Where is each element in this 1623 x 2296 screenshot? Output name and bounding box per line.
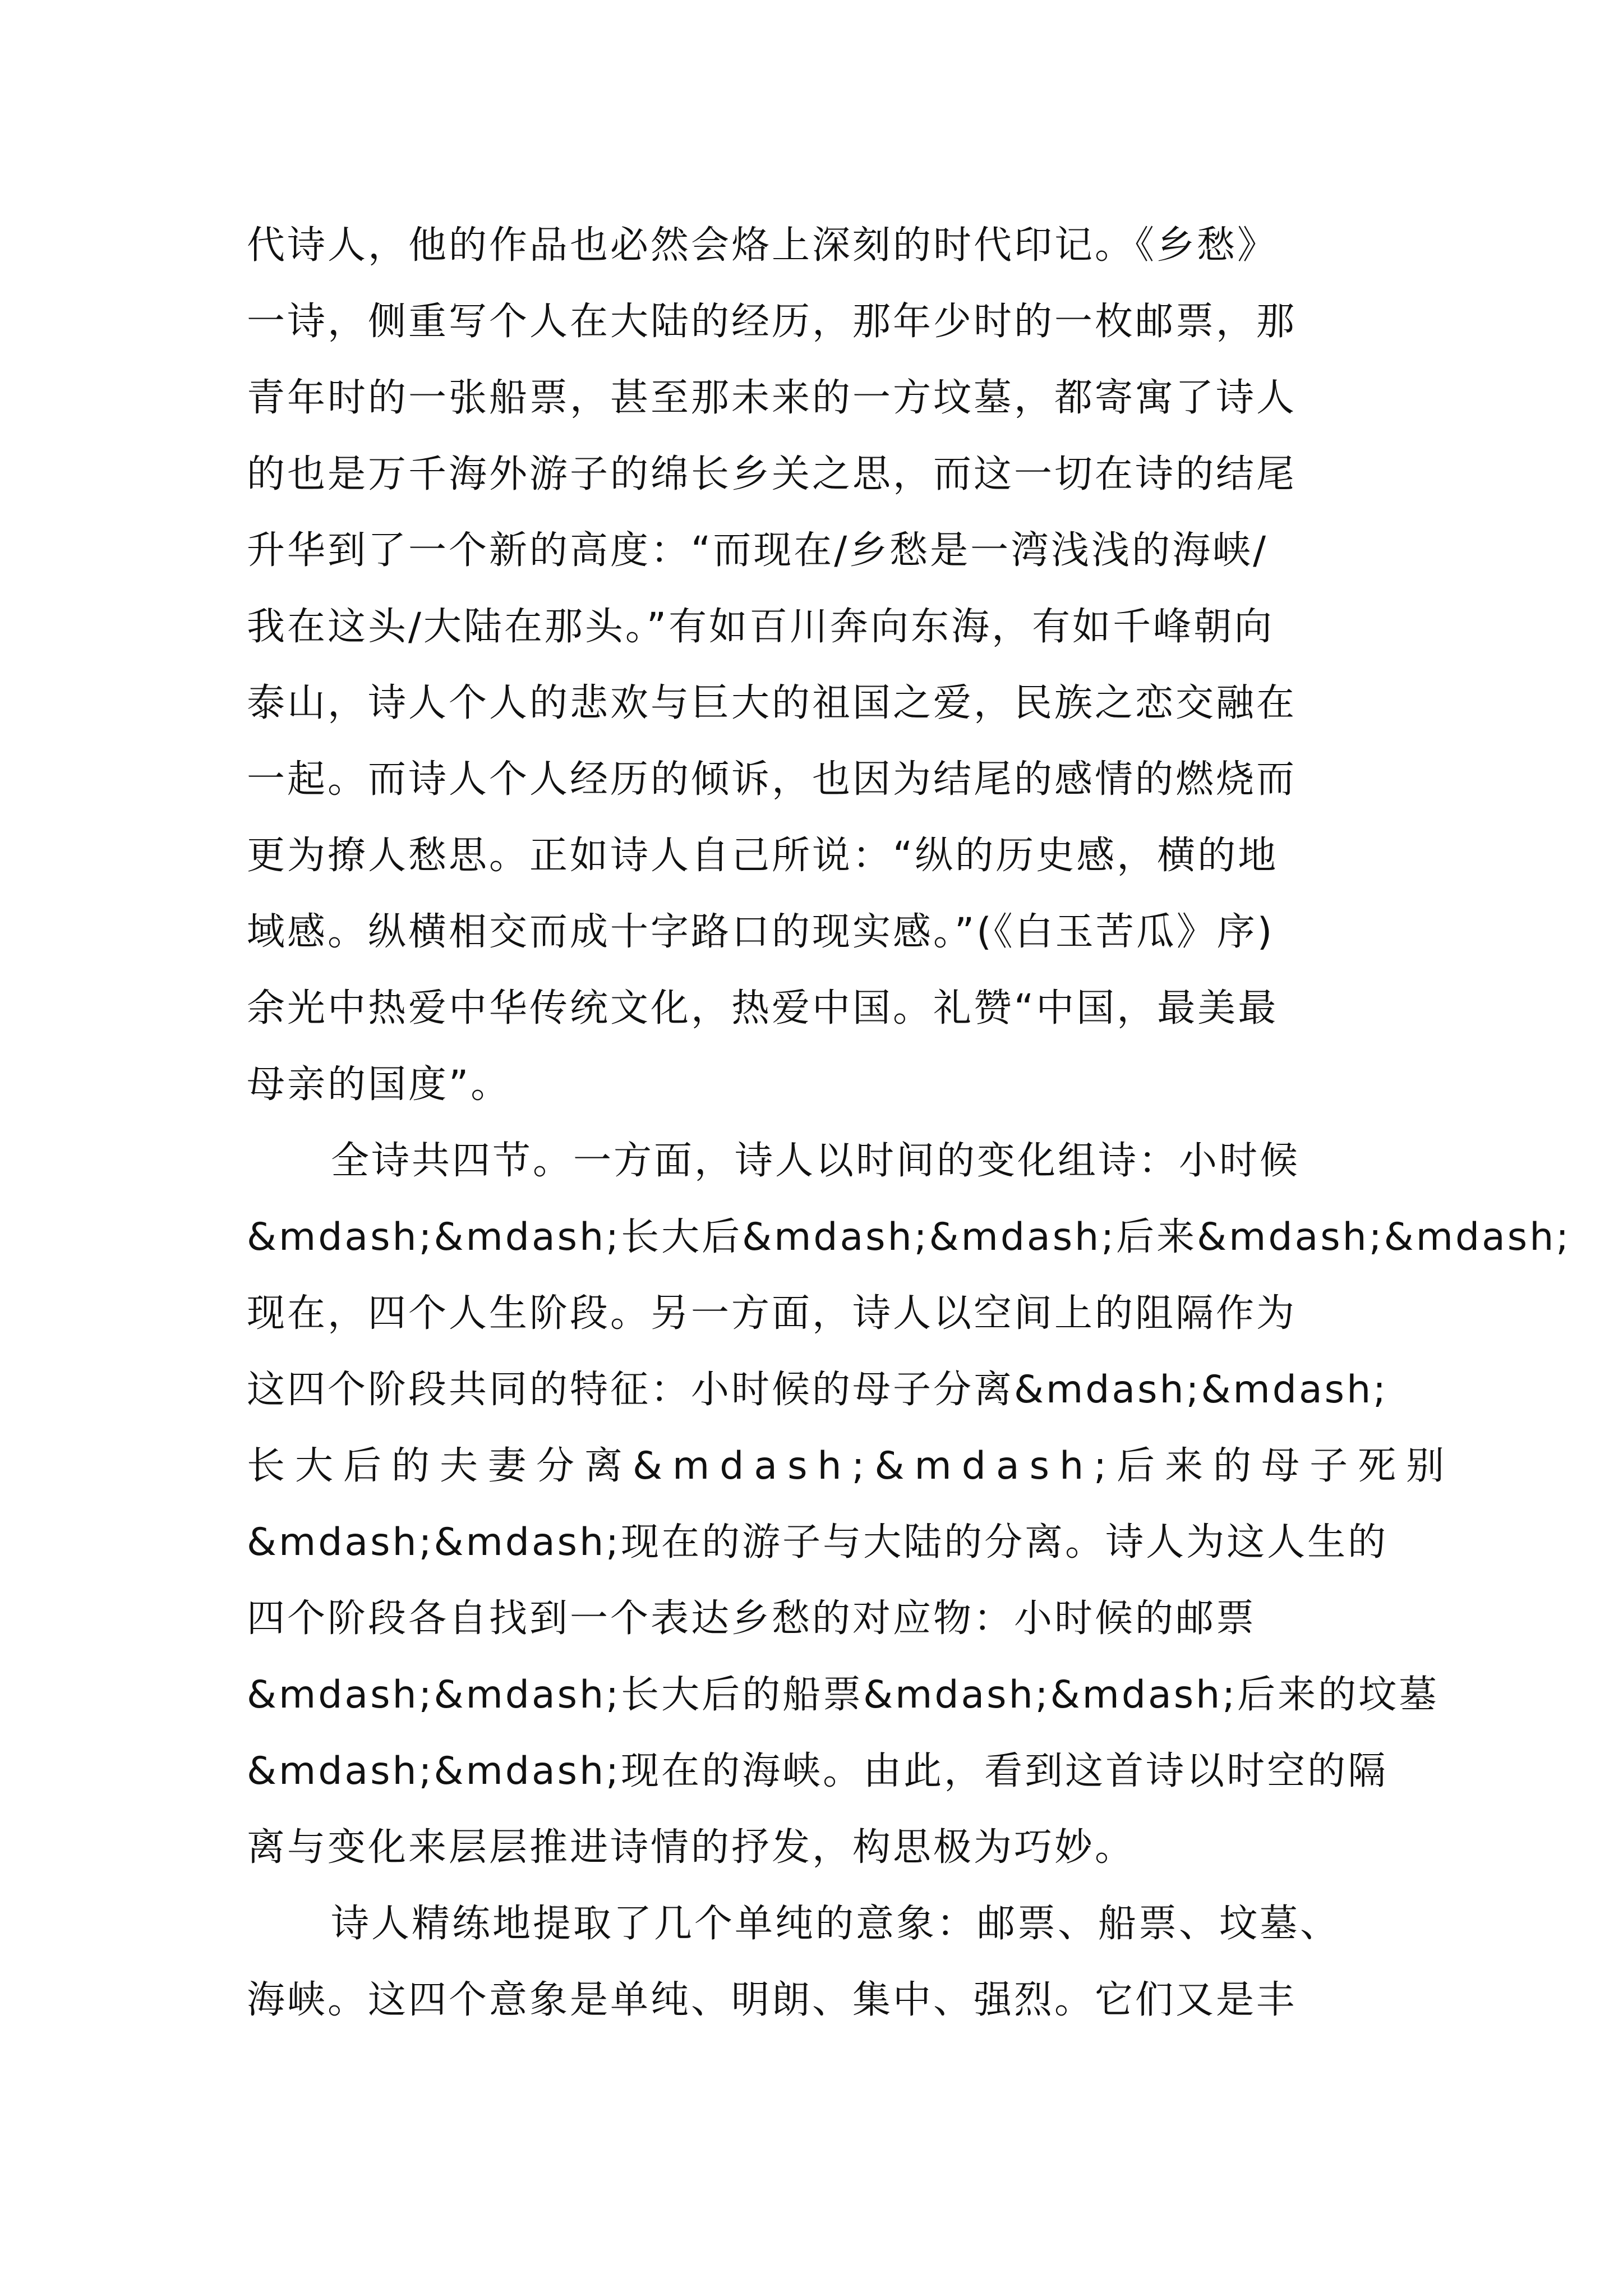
text-line: 余光中热爱中华传统文化，热爱中国。礼赞“中国，最美最 <box>247 986 1279 1030</box>
text-line: 一诗，侧重写个人在大陆的经历，那年少时的一枚邮票，那 <box>247 300 1297 344</box>
text-line: 长大后的夫妻分离&mdash;&mdash;后来的母子死别 <box>247 1444 1455 1488</box>
text-line: 这四个阶段共同的特征：小时候的母子分离&mdash;&mdash; <box>247 1368 1389 1412</box>
text-line: 我在这头/大陆在那头。”有如百川奔向东海，有如千峰朝向 <box>247 605 1275 649</box>
text-line: &mdash;&mdash;现在的海峡。由此，看到这首诗以时空的隔 <box>247 1749 1389 1793</box>
text-line: 的也是万千海外游子的绵长乡关之思，而这一切在诗的结尾 <box>247 452 1297 496</box>
text-line: 更为撩人愁思。正如诗人自己所说：“纵的历史感，横的地 <box>247 834 1279 878</box>
paragraph-3 <box>247 1886 1391 2039</box>
text-line: 泰山，诗人个人的悲欢与巨大的祖国之爱，民族之恋交融在 <box>247 681 1297 725</box>
text-line: &mdash;&mdash;长大后&mdash;&mdash;后来&mdash;&mdash; <box>247 1215 1571 1259</box>
text-line: 一起。而诗人个人经历的倾诉，也因为结尾的感情的燃烧而 <box>247 757 1297 802</box>
text-line: 母亲的国度”。 <box>247 1062 511 1107</box>
text-line: 诗人精练地提取了几个单纯的意象：邮票、船票、坟墓、 <box>331 1902 1341 1946</box>
paragraph-1 <box>247 208 1391 1123</box>
text-line: 域感。纵横相交而成十字路口的现实感。”(《白玉苦瓜》序) <box>247 910 1275 954</box>
text-line: 升华到了一个新的高度：“而现在/乡愁是一湾浅浅的海峡/ <box>247 528 1269 573</box>
text-line: 海峡。这四个意象是单纯、明朗、集中、强烈。它们又是丰 <box>247 1978 1297 2022</box>
text-line: 全诗共四节。一方面，诗人以时间的变化组诗：小时候 <box>331 1139 1301 1183</box>
text-line: &mdash;&mdash;长大后的船票&mdash;&mdash;后来的坟墓 <box>247 1673 1440 1717</box>
text-line: &mdash;&mdash;现在的游子与大陆的分离。诗人为这人生的 <box>247 1520 1389 1565</box>
text-line: 代诗人，他的作品也必然会烙上深刻的时代印记。《乡愁》 <box>247 223 1278 268</box>
paragraph-2 <box>247 1123 1571 1886</box>
text-line: 离与变化来层层推进诗情的抒发，构思极为巧妙。 <box>247 1825 1136 1870</box>
document-body <box>247 208 1571 2039</box>
text-line: 青年时的一张船票，甚至那未来的一方坟墓，都寄寓了诗人 <box>247 376 1297 420</box>
text-line: 现在，四个人生阶段。另一方面，诗人以空间上的阻隔作为 <box>247 1291 1297 1336</box>
text-line: 四个阶段各自找到一个表达乡愁的对应物：小时候的邮票 <box>247 1596 1257 1641</box>
